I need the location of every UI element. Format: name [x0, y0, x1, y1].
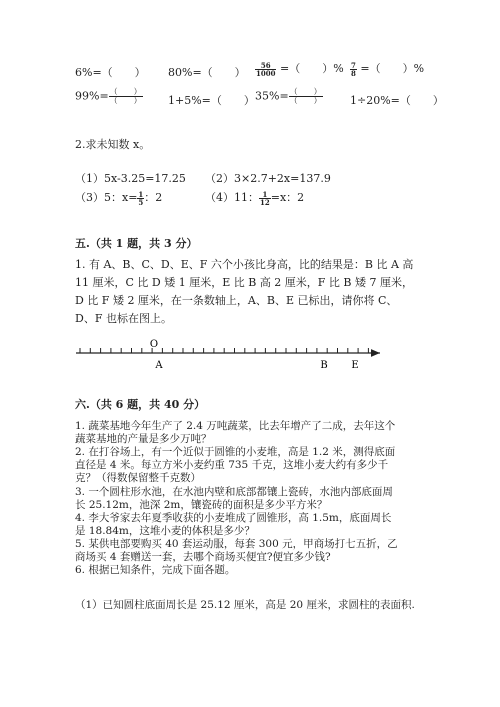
- point-label-a: A: [155, 360, 163, 371]
- calc-item: $\frac{56}{1000}$ =（ ）%: [256, 60, 344, 78]
- fraction: $\frac{1}{12}$: [260, 189, 270, 207]
- origin-label: O: [149, 339, 159, 350]
- calc-item: 6%=（ ）: [75, 66, 146, 79]
- question-title: 2.求未知数 x。: [75, 138, 151, 151]
- fraction: $\frac{7}{8}$: [351, 60, 356, 78]
- calc-item: 1÷20%=（ ）: [350, 94, 444, 107]
- equation: （4）11： $\frac{1}{12}$ =x：2: [205, 189, 305, 207]
- number-line: [70, 335, 390, 375]
- fraction: $\frac{( )}{( )}$: [109, 87, 142, 105]
- question-item: 5. 某供电部要购买 40 套运动服，每套 300 元，甲商场打七五折，乙商场买 4 套赠送一套，去哪个商场买便宜?便宜多少钱?: [75, 538, 398, 563]
- tick-marks: [80, 348, 368, 353]
- question-item: 3. 一个圆柱形水池，在水池内壁和底部都镶上瓷砖，水池内部底面周长 25.12m，池深 2m，镶瓷砖的面积是多少平方米？: [75, 486, 393, 511]
- equation: （1）5x-3.25=17.25: [75, 172, 186, 185]
- point-label-b: B: [320, 360, 328, 371]
- fraction: $\frac{56}{1000}$: [256, 60, 276, 78]
- section-heading: 六.（共 6 题，共 40 分）: [75, 398, 206, 411]
- question-item: 1. 蔬菜基地今年生产了 2.4 万吨蔬菜，比去年增产了二成，去年这个蔬菜基地的产量是多少万吨？: [75, 420, 396, 445]
- question-item: 6. 根据已知条件，完成下面各题。: [75, 564, 236, 576]
- calc-item: $\frac{7}{8}$ =（ ）%: [351, 60, 425, 78]
- fraction: $\frac{1}{5}$: [138, 189, 144, 207]
- calc-item: 99%= $\frac{( )}{( )}$: [75, 87, 142, 105]
- fraction: $\frac{( )}{( )}$: [289, 87, 322, 105]
- section-heading: 五.（共 1 题，共 3 分）: [75, 237, 198, 250]
- calc-item: 35%= $\frac{( )}{( )}$: [255, 87, 322, 105]
- sub-question: （1）已知圆柱底面周长是 25.12 厘米，高是 20 厘米，求圆柱的表面积.: [75, 599, 415, 611]
- question-text: 1. 有 A、B、C、D、E、F 六个小孩比身高，比的结果是：B 比 A 高 11 厘米，C 比 D 矮 1 厘米，E 比 B 高 2 厘米，F 比 B 矮 7 厘米，D 比 F 矮 2 厘米，在一条数轴上，A、B、E 已标出，请你将 C、D、F 也标在图上。: [75, 258, 414, 325]
- equation: （3）5：x= $\frac{1}{5}$ ：2: [75, 189, 163, 207]
- question-item: 2. 在打谷场上，有一个近似于圆锥的小麦堆，高是 1.2 米，测得底面直径是 4 米。每立方米小麦约重 735 千克，这堆小麦大约有多少千克？（得数保留整千克数）: [75, 446, 396, 484]
- point-label-e: E: [351, 360, 359, 371]
- calc-item: 80%=（ ）: [168, 66, 246, 79]
- calc-item: 1+5%=（ ）: [168, 94, 255, 107]
- question-item: 4. 李大爷家去年夏季收获的小麦堆成了圆锥形，高 1.5m，底面周长是 18.84m，这堆小麦的体积是多少？: [75, 512, 392, 537]
- equation: （2）3×2.7+2x=137.9: [205, 172, 331, 185]
